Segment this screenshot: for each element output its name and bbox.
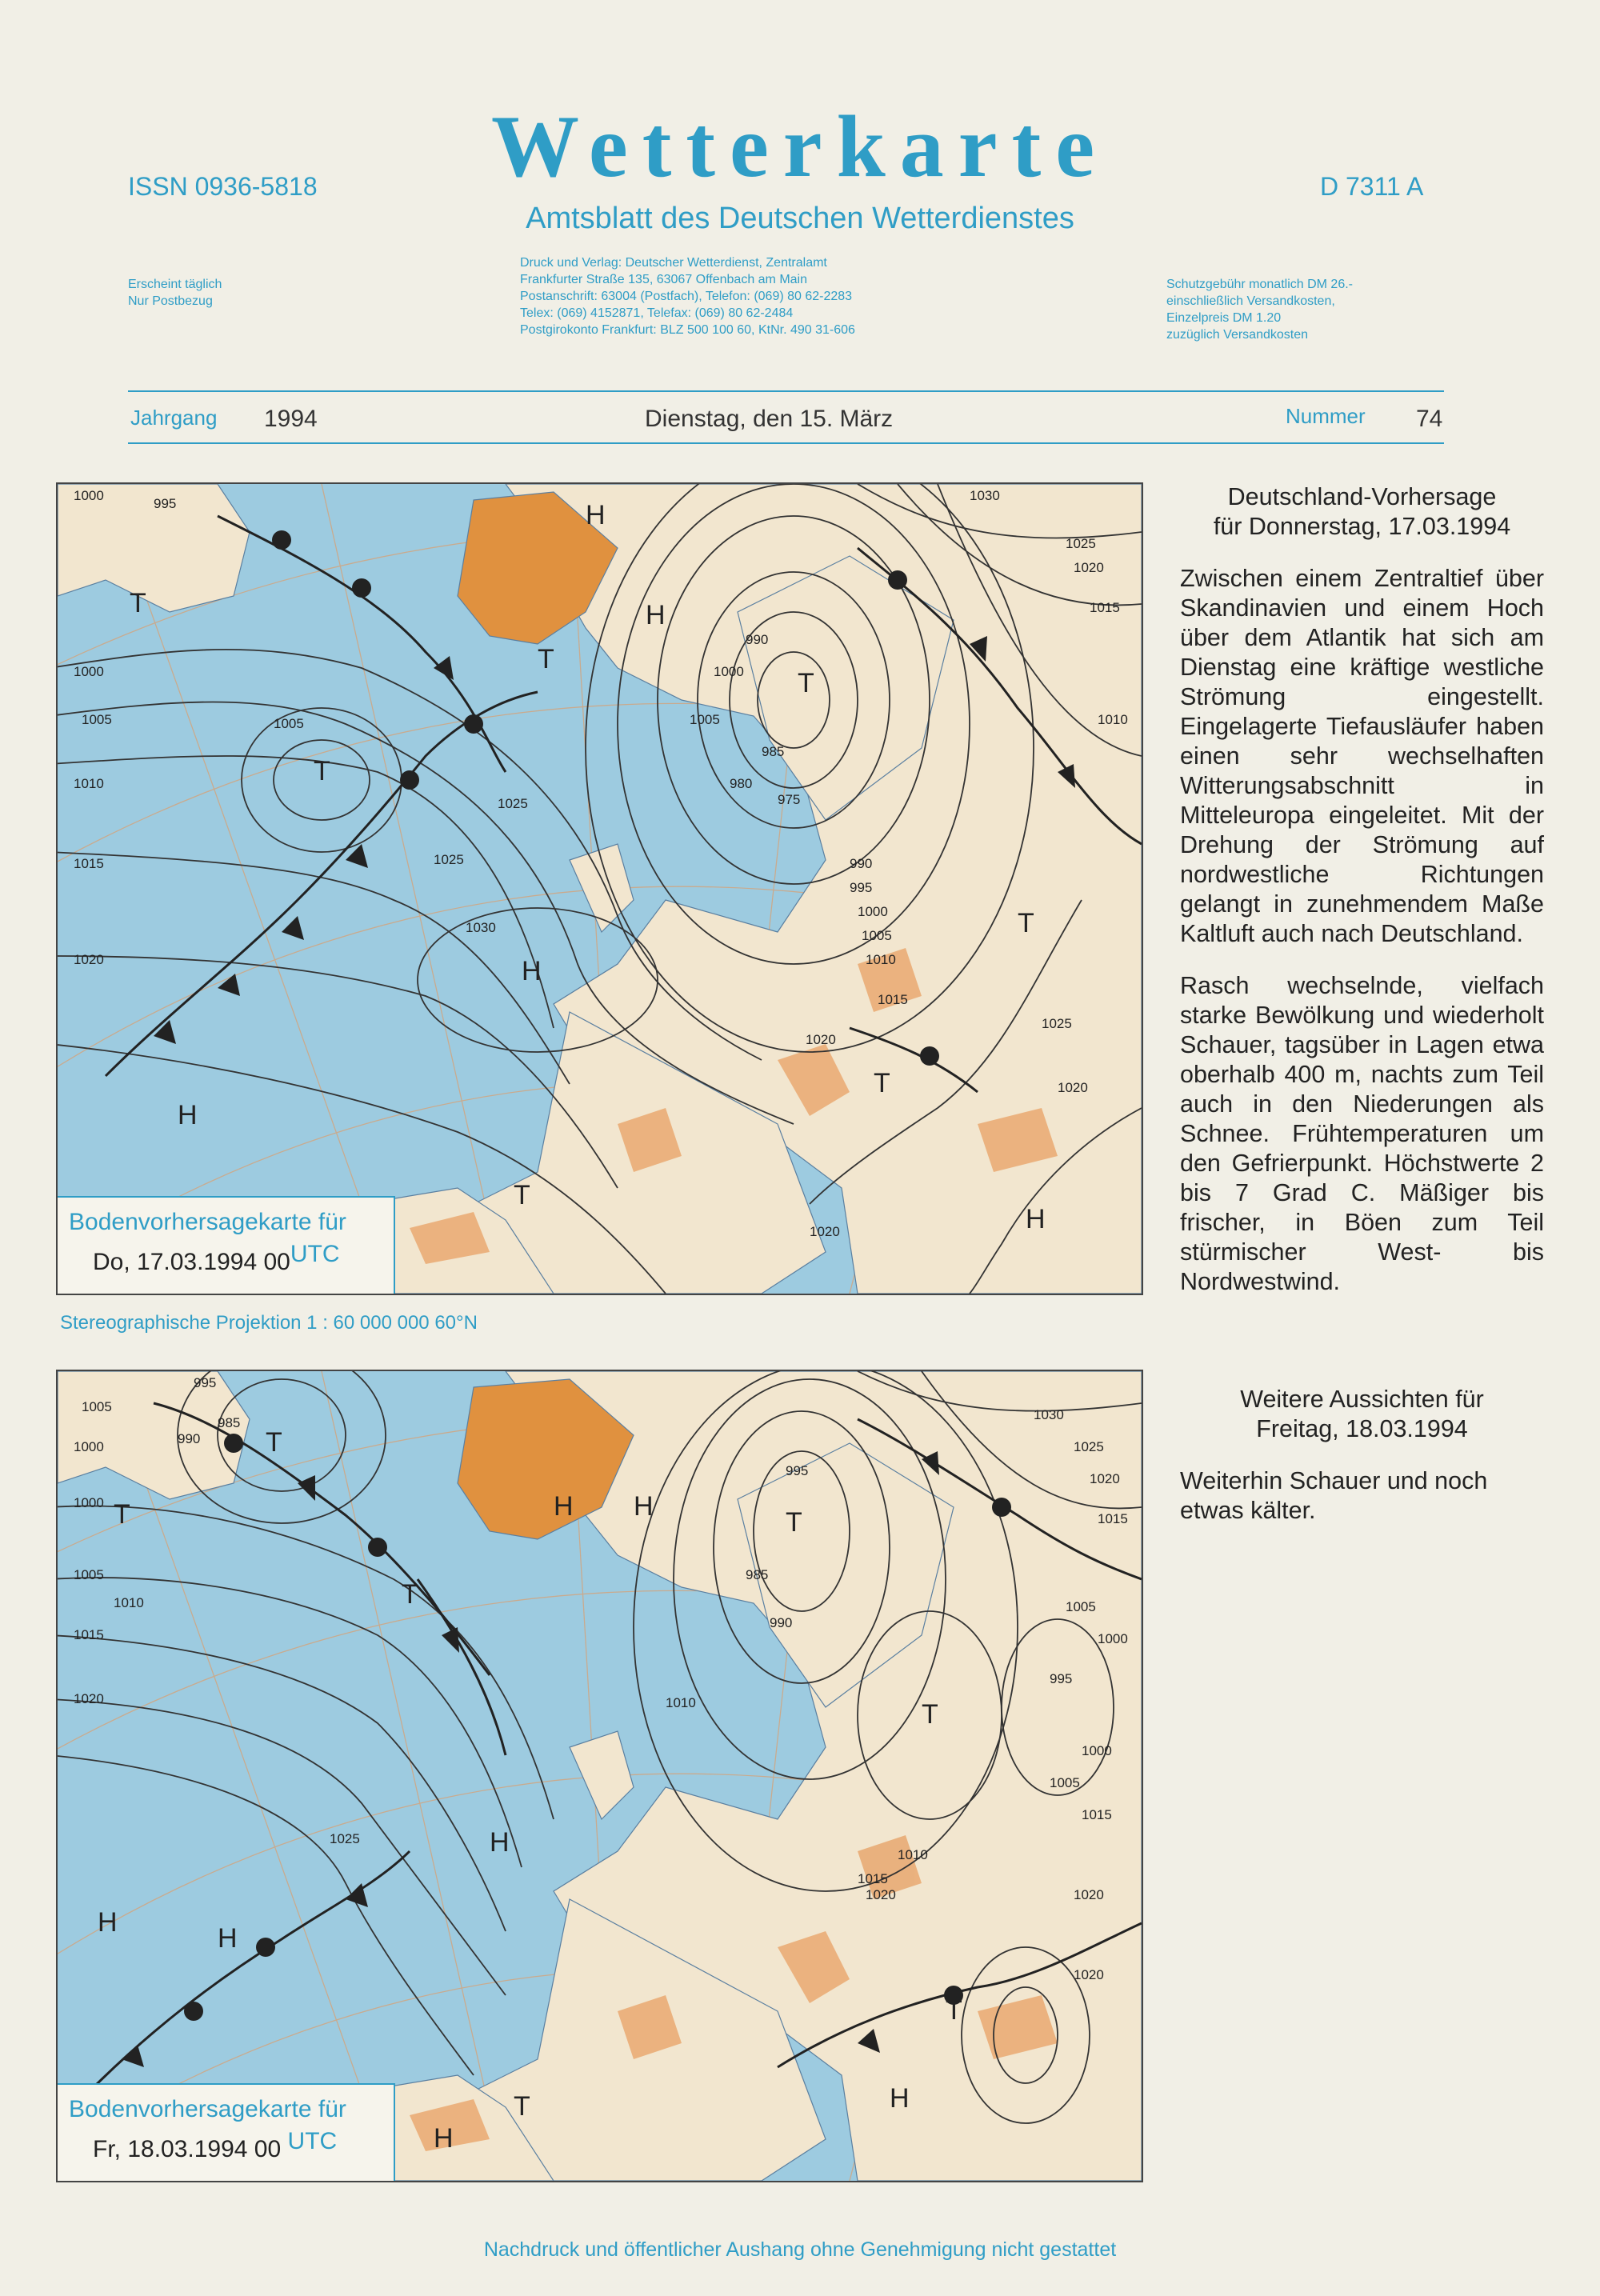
high-label: H — [522, 956, 542, 986]
isobar-label: 1000 — [714, 664, 744, 679]
nummer-label: Nummer — [1286, 404, 1366, 428]
delivery-info: Erscheint täglich Nur Postbezug — [128, 278, 222, 308]
isobar-label: 1000 — [74, 1439, 104, 1454]
high-label: H — [890, 2083, 910, 2114]
isobar-label: 1025 — [434, 852, 464, 867]
map-caption-thursday — [58, 1196, 395, 1294]
forecast-paragraph-2: Rasch wechselnde, vielfach starke Bewölkung und wiederholt Schauer, tagsüber in Lagen etwa oberhalb 400 m, nachts zum Teil auch in den Niederungen als Schnee. Frühtemperaturen um den Gefrierpunkt. Höchstwerte 2 bis 7 Grad C. Mäßiger bis frischer, in Böen zum Teil stürmischer West- bis Nordwestwind. — [1180, 972, 1544, 1295]
low-label: T — [798, 668, 814, 698]
jahrgang-value: 1994 — [264, 406, 318, 432]
low-label: T — [1018, 908, 1034, 938]
high-label: H — [490, 1827, 510, 1858]
nummer-value: 74 — [1416, 406, 1443, 432]
low-label: T — [114, 1499, 130, 1530]
isobar-label: 1010 — [74, 776, 104, 791]
isobar-label: 1015 — [1090, 600, 1120, 615]
isobar-label: 1005 — [690, 712, 720, 727]
map-svg-2 — [58, 1371, 1142, 2181]
caption-title: Bodenvorhersagekarte für — [69, 2096, 346, 2122]
high-label: H — [218, 1923, 238, 1954]
isobar-label: 995 — [194, 1375, 217, 1390]
isobar-label: 1005 — [274, 716, 304, 731]
isobar-label: 1015 — [74, 856, 104, 871]
divider-bottom — [128, 442, 1444, 444]
high-label: H — [1026, 1204, 1046, 1234]
isobar-label: 975 — [778, 792, 801, 807]
isobar-label: 1020 — [1074, 1967, 1104, 1982]
isobar-label: 1015 — [1098, 1511, 1128, 1526]
isobar-label: 1005 — [1066, 1599, 1096, 1614]
isobar-label: 995 — [850, 880, 873, 895]
high-label: H — [98, 1907, 118, 1938]
isobar-label: 1030 — [970, 488, 1000, 503]
isobar-label: 1020 — [1074, 560, 1104, 575]
isobar-label: 1025 — [1042, 1016, 1072, 1031]
forecast-map-thursday — [56, 482, 1143, 1295]
isobar-label: 1010 — [1098, 712, 1128, 727]
isobar-label: 990 — [178, 1431, 201, 1446]
high-label: H — [634, 1491, 654, 1522]
isobar-label: 1000 — [74, 664, 104, 679]
isobar-label: 1015 — [878, 992, 908, 1007]
isobar-label: 1020 — [806, 1032, 836, 1047]
isobar-label: 1025 — [1066, 536, 1096, 551]
isobar-label: 985 — [746, 1567, 769, 1582]
isobar-label: 1030 — [1034, 1407, 1064, 1422]
forecast-column — [1180, 482, 1544, 1526]
isobar-label: 1000 — [1098, 1631, 1128, 1646]
high-label: H — [434, 2123, 454, 2154]
isobar-label: 990 — [746, 632, 769, 647]
issn: ISSN 0936-5818 — [128, 172, 318, 201]
isobar-label: 1020 — [1058, 1080, 1088, 1095]
low-label: T — [786, 1507, 802, 1538]
divider-top — [128, 390, 1444, 392]
isobar-label: 1020 — [1090, 1471, 1120, 1486]
forecast-map-friday — [56, 1370, 1143, 2182]
low-label: T — [538, 644, 554, 674]
projection-note: Stereographische Projektion 1 : 60 000 000 60°N — [60, 1312, 478, 1334]
issue-date: Dienstag, den 15. März — [645, 406, 894, 432]
fee-info: Schutzgebühr monatlich DM 26.- einschließlich Versandkosten, Einzelpreis DM 1.20 zuzüglich Versandkosten — [1166, 278, 1353, 342]
low-label: T — [946, 1995, 962, 2026]
isobar-label: 1005 — [82, 712, 112, 727]
forecast-heading: Deutschland-Vorhersage für Donnerstag, 17.03.1994 — [1213, 483, 1511, 540]
caption-date: Do, 17.03.1994 00UTC — [93, 1241, 340, 1275]
isobar-label: 1005 — [74, 1567, 104, 1582]
subtitle: Amtsblatt des Deutschen Wetterdienstes — [526, 202, 1074, 235]
outlook-heading: Weitere Aussichten für Freitag, 18.03.1994 — [1240, 1386, 1484, 1442]
isobar-label: 1025 — [330, 1831, 360, 1846]
isobar-label: 985 — [218, 1415, 241, 1430]
isobar-label: 1020 — [74, 1691, 104, 1706]
isobar-label: 1020 — [866, 1887, 896, 1902]
caption-title: Bodenvorhersagekarte für — [69, 1209, 346, 1235]
isobar-label: 1025 — [1074, 1439, 1104, 1454]
isobar-label: 1020 — [810, 1224, 840, 1239]
isobar-label: 1010 — [898, 1847, 928, 1862]
outlook-text: Weiterhin Schauer und noch etwas kälter. — [1180, 1467, 1488, 1524]
isobar-label: 1005 — [1050, 1775, 1080, 1790]
isobar-label: 985 — [762, 744, 785, 759]
isobar-label: 1000 — [1082, 1743, 1112, 1758]
low-label: T — [266, 1427, 282, 1458]
high-label: H — [586, 500, 606, 530]
d-number: D 7311 A — [1320, 172, 1424, 201]
isobar-label: 1000 — [858, 904, 888, 919]
jahrgang-label: Jahrgang — [130, 406, 218, 430]
isobar-label: 1025 — [498, 796, 528, 811]
low-label: T — [874, 1068, 890, 1098]
isobar-label: 1010 — [866, 952, 896, 967]
low-label: T — [922, 1699, 938, 1730]
low-label: T — [402, 1579, 418, 1610]
isobar-label: 1015 — [74, 1627, 104, 1642]
high-label: H — [178, 1100, 198, 1130]
caption-date: Fr, 18.03.1994 00 UTC — [93, 2128, 338, 2162]
isobar-label: 1005 — [862, 928, 892, 943]
isobar-label: 1015 — [1082, 1807, 1112, 1822]
isobar-label: 1005 — [82, 1399, 112, 1414]
publisher-info: Druck und Verlag: Deutscher Wetterdienst, Zentralamt Frankfurter Straße 135, 63067 Offenbach am Main Postanschrift: 63004 (Postfach), Telefon: (069) 80 62-2283 Telex: (069) 4152871, Telefax: (069) 80 62-2484 Postgirokonto Frankfurt: BLZ 500 100 60, KtNr. 490 31-606 — [520, 256, 855, 337]
isobar-label: 1010 — [666, 1695, 696, 1710]
isobar-label: 1000 — [74, 1495, 104, 1510]
high-label: H — [554, 1491, 574, 1522]
footer-note: Nachdruck und öffentlicher Aushang ohne Genehmigung nicht gestattet — [483, 2238, 1117, 2261]
isobar-label: 995 — [786, 1463, 809, 1478]
isobar-label: 990 — [850, 856, 873, 871]
forecast-paragraph-1: Zwischen einem Zentraltief über Skandinavien und einem Hoch über dem Atlantik hat sich am Dienstag eine kräftige westliche Strömung eingestellt. Eingelagerte Tiefausläufer haben einen sehr wechselhaften Witterungsabschnitt in Mitteleuropa eingeleitet. Mit der Drehung der Strömung auf nordwestliche Richtungen gelangt in zunehmendem Maße Kaltluft auch nach Deutschland. — [1180, 565, 1544, 947]
low-label: T — [514, 2091, 530, 2122]
isobar-label: 1030 — [466, 920, 496, 935]
page-title: Wetterkarte — [490, 98, 1110, 195]
isobar-label: 1020 — [74, 952, 104, 967]
map-caption-friday — [58, 2083, 395, 2181]
map-svg-1 — [58, 484, 1142, 1294]
low-label: T — [514, 1180, 530, 1210]
isobar-label: 1010 — [114, 1595, 144, 1610]
low-label: T — [130, 588, 146, 618]
isobar-label: 990 — [770, 1615, 793, 1630]
isobar-label: 995 — [1050, 1671, 1073, 1686]
isobar-label: 1020 — [1074, 1887, 1104, 1902]
isobar-label: 1000 — [74, 488, 104, 503]
high-label: H — [646, 600, 666, 630]
isobar-label: 980 — [730, 776, 753, 791]
isobar-label: 995 — [154, 496, 177, 511]
isobar-label: 1015 — [858, 1871, 888, 1886]
low-label: T — [314, 756, 330, 786]
